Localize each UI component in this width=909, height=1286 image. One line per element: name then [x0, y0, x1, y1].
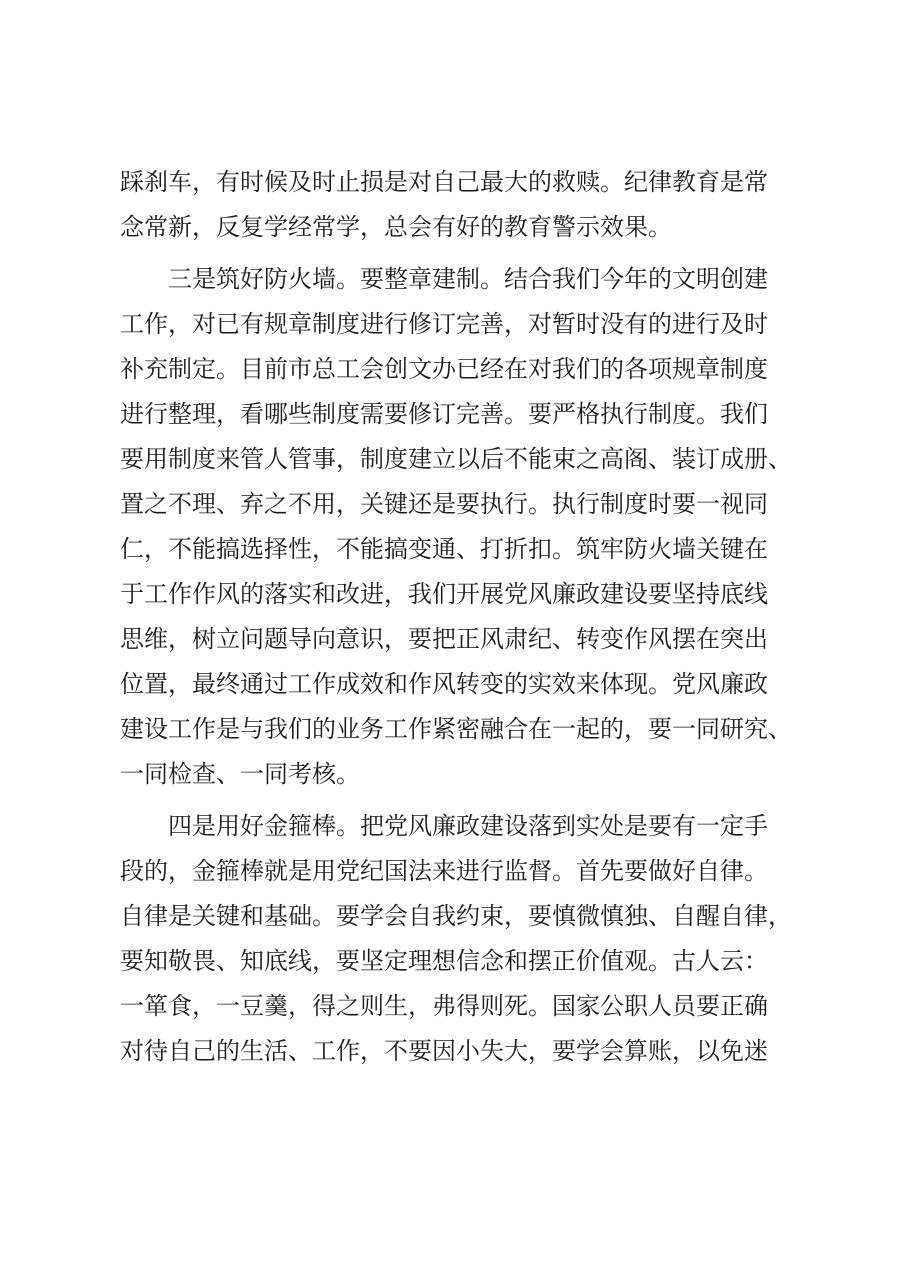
text-line: 对待自己的生活、工作，不要因小失大，要学会算账，以免迷	[120, 1037, 768, 1065]
text-line: 工作，对已有规章制度进行修订完善，对暂时没有的进行及时	[120, 310, 768, 338]
paragraph-3	[120, 804, 820, 1074]
text-line: 补充制定。目前市总工会创文办已经在对我们的各项规章制度	[120, 355, 768, 383]
text-line: 于工作作风的落实和改进，我们开展党风廉政建设要坚持底线	[120, 580, 768, 608]
text-line: 一同检查、一同考核。	[120, 760, 360, 788]
paragraph-1	[120, 160, 820, 250]
text-line: 一箪食，一豆羹，得之则生，弗得则死。国家公职人员要正确	[120, 992, 768, 1020]
text-line: 三是筑好防火墙。要整章建制。结合我们今年的文明创建	[120, 265, 768, 293]
text-line: 自律是关键和基础。要学会自我约束，要慎微慎独、自醒自律，	[120, 902, 792, 930]
text-line: 建设工作是与我们的业务工作紧密融合在一起的，要一同研究、	[120, 715, 792, 743]
text-line: 置之不理、弃之不用，关键还是要执行。执行制度时要一视同	[120, 490, 768, 518]
text-line: 四是用好金箍棒。把党风廉政建设落到实处是要有一定手	[120, 812, 768, 840]
text-line: 要知敬畏、知底线，要坚定理想信念和摆正价值观。古人云：	[120, 947, 768, 975]
text-line: 要用制度来管人管事，制度建立以后不能束之高阁、装订成册、	[120, 445, 792, 473]
text-line: 思维，树立问题导向意识，要把正风肃纪、转变作风摆在突出	[120, 625, 768, 653]
text-line: 念常新，反复学经常学，总会有好的教育警示效果。	[120, 213, 672, 241]
text-line: 进行整理，看哪些制度需要修订完善。要严格执行制度。我们	[120, 400, 768, 428]
paragraph-2	[120, 257, 820, 797]
text-line: 位置，最终通过工作成效和作风转变的实效来体现。党风廉政	[120, 670, 768, 698]
text-line: 段的，金箍棒就是用党纪国法来进行监督。首先要做好自律。	[120, 857, 768, 885]
document-body	[120, 160, 820, 1074]
text-line: 仁，不能搞选择性，不能搞变通、打折扣。筑牢防火墙关键在	[120, 535, 768, 563]
text-line: 踩刹车，有时候及时止损是对自己最大的救赎。纪律教育是常	[120, 168, 768, 196]
